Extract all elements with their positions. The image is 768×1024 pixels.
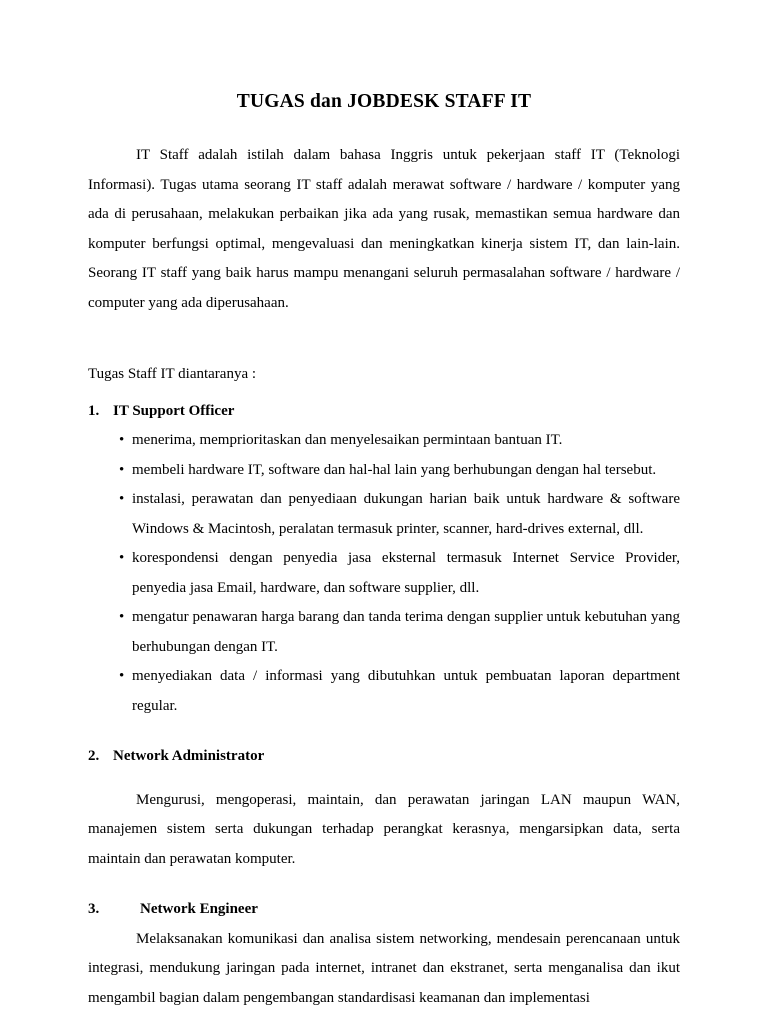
section-title-3: Network Engineer <box>140 901 258 918</box>
bullet-icon: • <box>119 609 125 626</box>
list-item-text: korespondensi dengan penyedia jasa eksternal termasuk Internet Service Provider, penyedia jasa Email, hardware, dan software supplier, dll. <box>132 550 680 596</box>
section-network-engineer <box>88 888 680 1013</box>
section-number-1: 1. <box>88 402 100 419</box>
list-item <box>88 544 680 603</box>
section-heading-1 <box>88 390 680 427</box>
list-item <box>88 603 680 662</box>
bullet-list-1 <box>88 426 680 721</box>
bullet-icon: • <box>119 432 125 449</box>
list-item-text: mengatur penawaran harga barang dan tanda terima dengan supplier untuk kebutuhan yang berhubungan dengan IT. <box>132 609 680 655</box>
bullet-icon: • <box>119 491 125 508</box>
section-number-3: 3. <box>88 901 100 918</box>
lead-line: Tugas Staff IT diantaranya : <box>88 366 257 383</box>
list-item <box>88 662 680 721</box>
list-item <box>88 485 680 544</box>
list-item <box>88 456 680 486</box>
list-item-text: membeli hardware IT, software dan hal-hal lain yang berhubungan dengan hal tersebut. <box>132 461 657 478</box>
list-item <box>88 426 680 456</box>
document-content <box>88 0 680 1013</box>
list-item-text: menerima, memprioritaskan dan menyelesaikan permintaan bantuan IT. <box>132 432 563 449</box>
intro-paragraph: IT Staff adalah istilah dalam bahasa Inggris untuk pekerjaan staff IT (Teknologi Informasi). Tugas utama seorang IT staff adalah merawat software / hardware / komputer yang ada di perusahaan, melakukan perbaikan jika ada yang rusak, memastikan semua hardware dan komputer berfungsi optimal, mengevaluasi dan meningkatkan kinerja sistem IT, dan lain-lain. Seorang IT staff yang baik harus mampu menangani seluruh permasalahan software / hardware / computer yang ada diperusahaan. <box>88 147 680 311</box>
section-paragraph-3: Melaksanakan komunikasi dan analisa sistem networking, mendesain perencanaan untuk integrasi, mendukung jaringan pada internet, intranet dan ekstranet, serta menganalisa dan ikut mengambil bagian dalam pengembangan standardisasi keamanan dan implementasi <box>88 930 680 1006</box>
bullet-icon: • <box>119 668 125 685</box>
section-network-administrator <box>88 735 680 874</box>
section-it-support-officer <box>88 390 680 722</box>
section-spacer <box>88 874 680 888</box>
section-title-2: Network Administrator <box>113 748 265 765</box>
list-item-text: menyediakan data / informasi yang dibutuhkan untuk pembuatan laporan department regular. <box>132 668 680 714</box>
section-spacer <box>88 721 680 735</box>
page-title: TUGAS dan JOBDESK STAFF IT <box>236 91 532 112</box>
section-heading-3 <box>88 888 680 925</box>
section-number-2: 2. <box>88 748 100 765</box>
section-heading-2 <box>88 735 680 772</box>
section-title-1: IT Support Officer <box>113 402 235 419</box>
section-paragraph-2: Mengurusi, mengoperasi, maintain, dan perawatan jaringan LAN maupun WAN, manajemen sistem serta dukungan terhadap perangkat kerasnya, mengarsipkan data, serta maintain dan perawatan komputer. <box>88 791 680 867</box>
bullet-icon: • <box>119 550 125 567</box>
list-item-text: instalasi, perawatan dan penyediaan dukungan harian baik untuk hardware & software Windows & Macintosh, peralatan termasuk printer, scanner, hard-drives external, dll. <box>132 491 680 537</box>
bullet-icon: • <box>119 461 125 478</box>
